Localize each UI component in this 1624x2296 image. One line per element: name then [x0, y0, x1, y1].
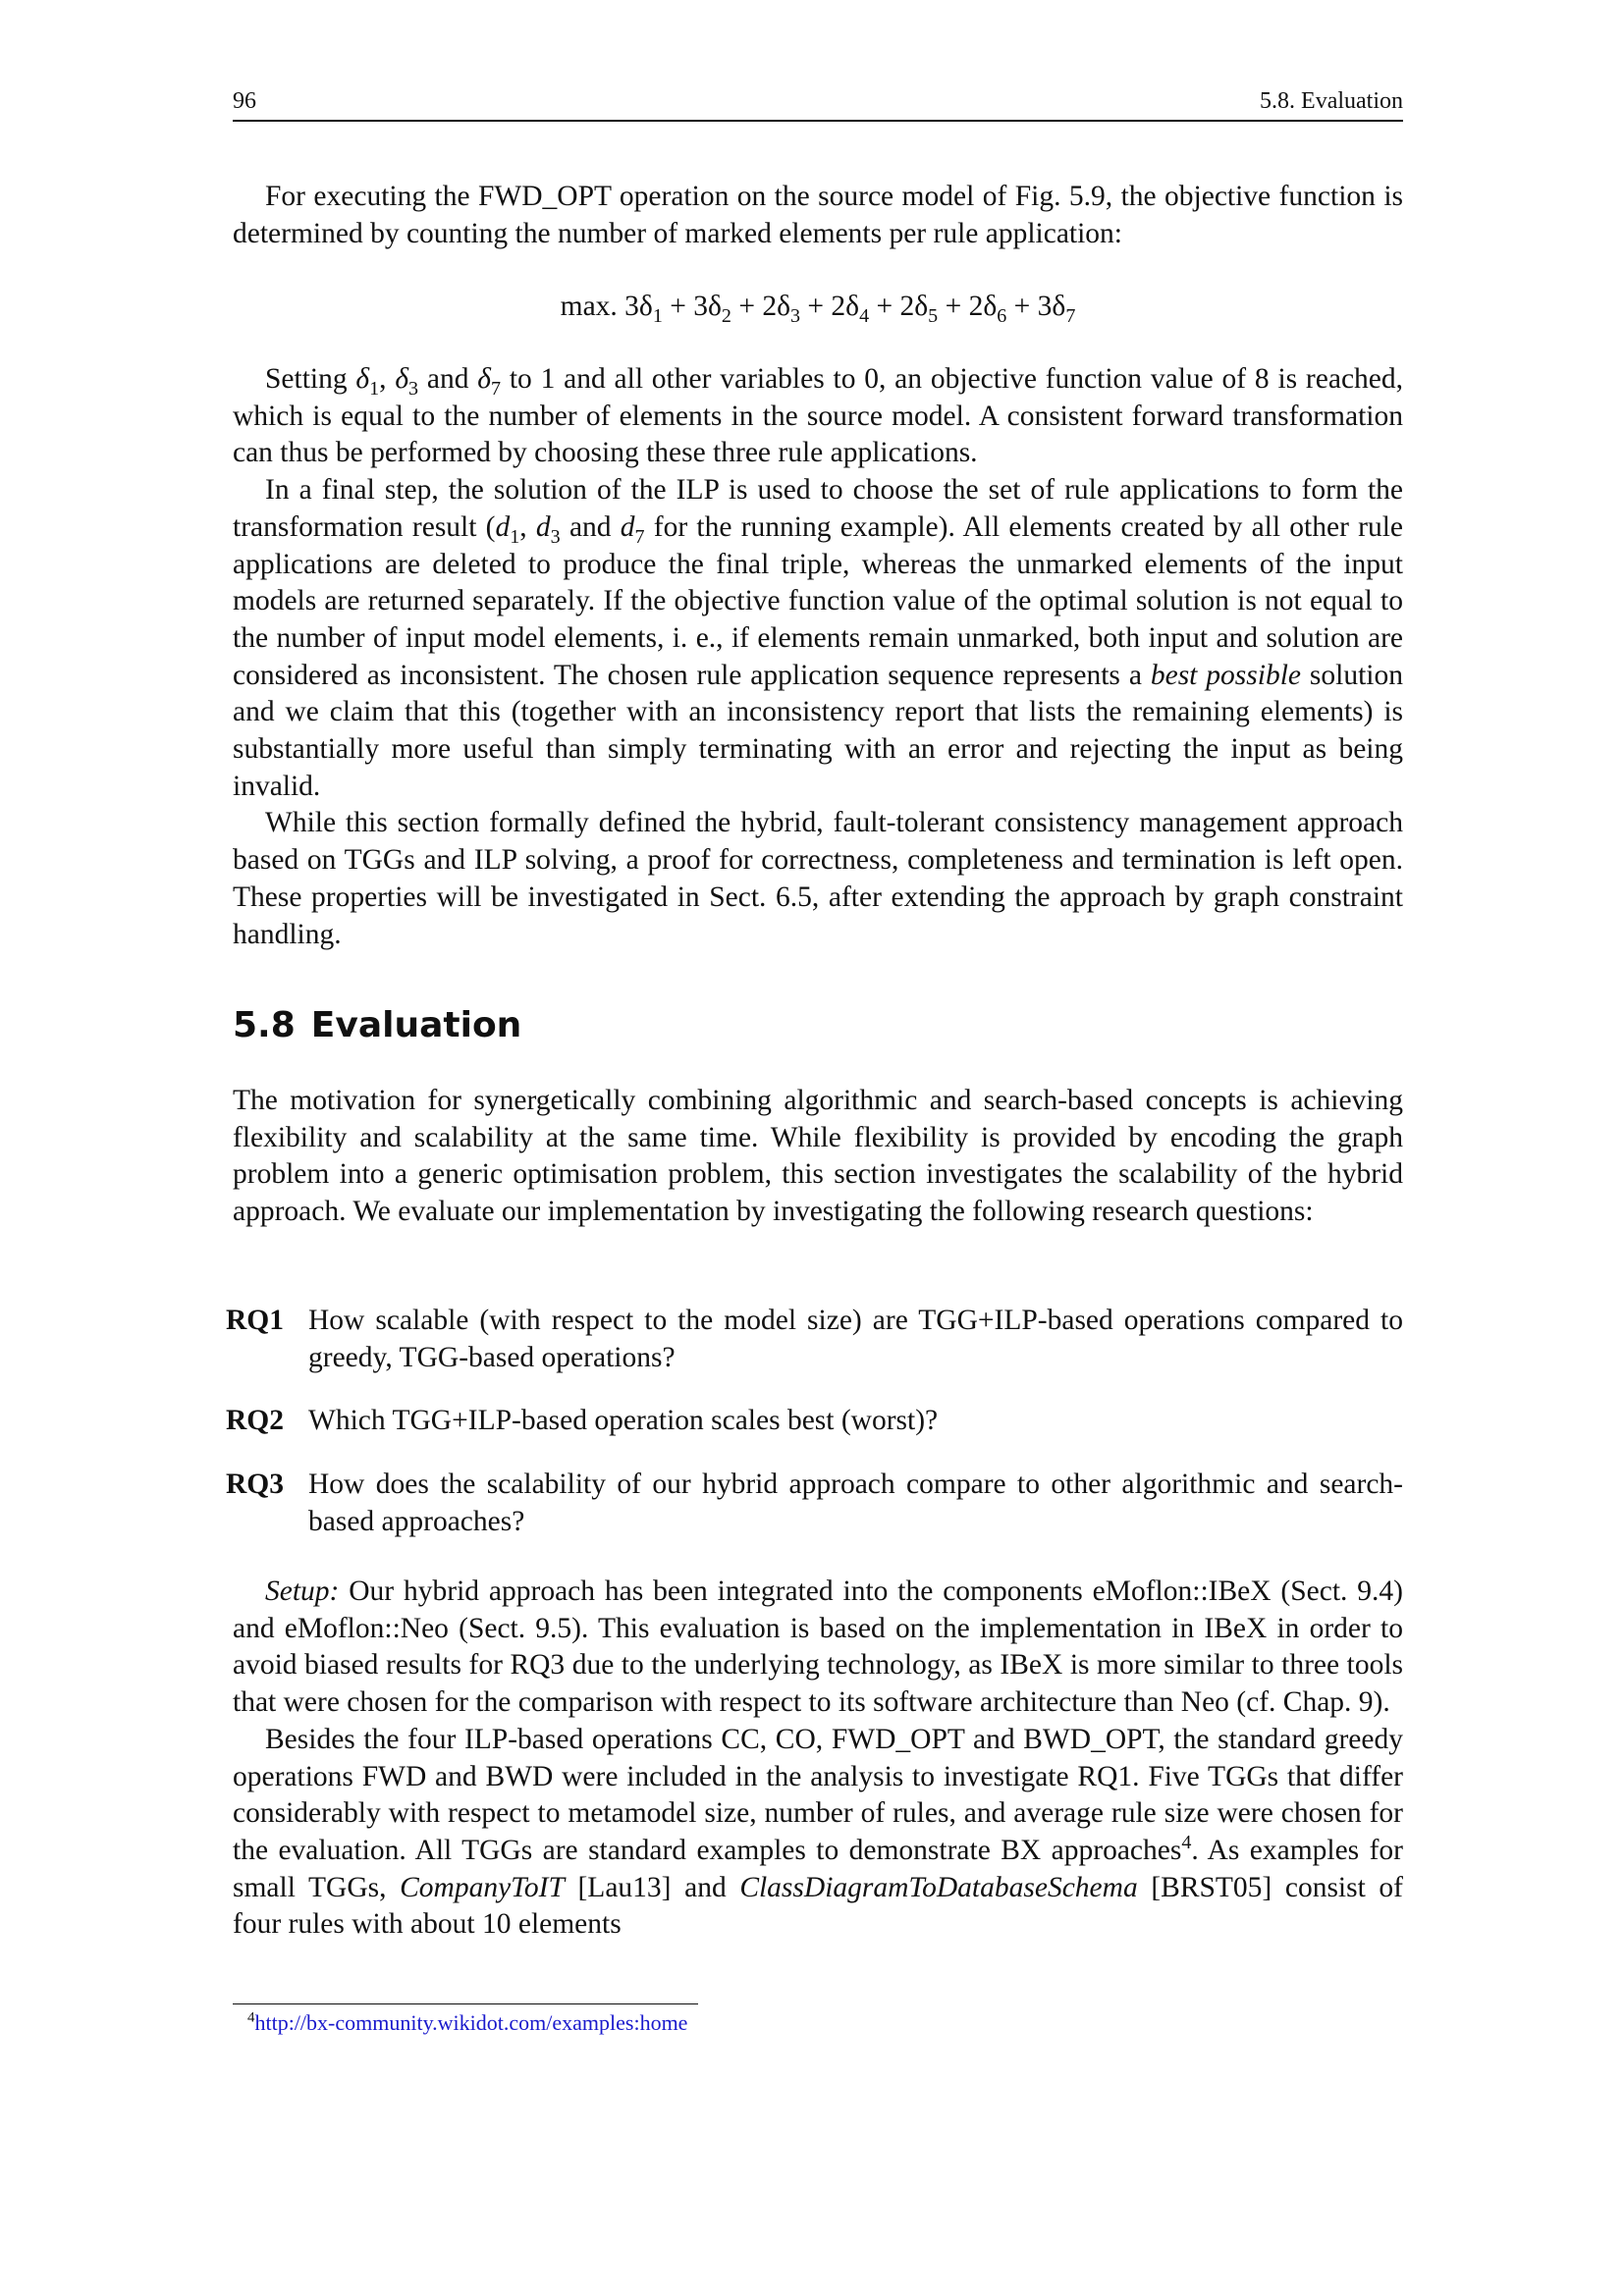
- text-run: [BRST05] consist of four rules with about 10 elements: [233, 1871, 1403, 1941]
- rq-label: RQ3: [226, 1468, 284, 1500]
- subscript: 7: [1065, 304, 1076, 327]
- text-run: solution and we claim that this (together with an inconsistency report that lists the remaining elements) is substantially more useful than simply terminating with an error and rejecting the input as being invalid.: [233, 659, 1403, 802]
- text-run: max. 3δ: [560, 291, 653, 322]
- research-question-1: [226, 1303, 1403, 1376]
- section-title: Evaluation: [310, 1005, 522, 1045]
- text-run: [Lau13] and: [564, 1871, 740, 1903]
- italic-text: δ: [355, 363, 370, 395]
- paragraph: [233, 1574, 1403, 1722]
- paragraph: [233, 361, 1403, 472]
- rq-text: How scalable (with respect to the model size) are TGG+ILP-based operations compared to greedy, TGG-based operations?: [308, 1305, 1403, 1373]
- text-run: ,: [379, 363, 396, 395]
- text-run: Our hybrid approach has been integrated into the components eMoflon::IBeX (Sect. 9.4) and eMoflon::Neo (Sect. 9.5). This evaluation is based on the implementation in IBeX in order to avoid biased results for RQ3 due to the underlying technology, as IBeX is more similar to three tools that were chosen for the comparison with respect to its software architecture than Neo (cf. Chap. 9).: [233, 1575, 1403, 1719]
- subscript: 1: [369, 377, 380, 400]
- italic-text: Setup:: [265, 1575, 340, 1607]
- rq-label: RQ1: [226, 1305, 284, 1336]
- text-run: + 3δ: [1006, 291, 1066, 322]
- paragraph-block-4: [233, 1574, 1403, 1944]
- text-run: In a final step, the solution of the ILP is used to choose the set of rule applications to form the transformation result (: [233, 474, 1403, 543]
- italic-text: d: [620, 510, 635, 543]
- text-run: The motivation for synergetically combining algorithmic and search-based concepts is achieving flexibility and scalability at the same time. While flexibility is provided by encoding the graph problem into a generic optimisation problem, this section investigates the scalability of the hybrid approach. We evaluate our implementation by investigating the following research questions:: [233, 1085, 1403, 1228]
- paragraph: [233, 472, 1403, 805]
- paragraph: [233, 179, 1403, 252]
- footnote-link[interactable]: http://bx-community.wikidot.com/examples:home: [254, 2010, 688, 2035]
- text-run: + 2δ: [938, 291, 998, 322]
- paragraph: [233, 805, 1403, 953]
- subscript: 2: [721, 304, 731, 327]
- paragraph: [233, 1083, 1403, 1231]
- subscript: 7: [634, 525, 645, 548]
- subscript: 3: [790, 304, 801, 327]
- running-header: [233, 88, 1403, 115]
- italic-text: d: [495, 510, 511, 543]
- subscript: 1: [510, 525, 520, 548]
- italic-text: ClassDiagramToDatabaseSchema: [739, 1871, 1138, 1903]
- footnote: [247, 2010, 687, 2036]
- italic-text: CompanyToIT: [400, 1871, 565, 1903]
- text-run: While this section formally defined the hybrid, fault-tolerant consistency management approach based on TGGs and ILP solving, a proof for correctness, completeness and termination is left open. These properties will be investigated in Sect. 6.5, after extending the approach by graph constraint handling.: [233, 807, 1403, 950]
- text-run: Besides the four ILP-based operations CC, CO, FWD_OPT and BWD_OPT, the standard greedy operations FWD and BWD were included in the analysis to investigate RQ1. Five TGGs that differ considerably with respect to metamodel size, number of rules, and average rule size were chosen for the evaluation. All TGGs are standard examples to demonstrate BX approaches: [233, 1723, 1403, 1866]
- objective-equation: [233, 291, 1403, 327]
- subscript: 4: [859, 304, 870, 327]
- subscript: 7: [491, 377, 502, 400]
- rq-text: Which TGG+ILP-based operation scales best (worst)?: [308, 1405, 939, 1436]
- rq-text: How does the scalability of our hybrid approach compare to other algorithmic and search-based approaches?: [308, 1468, 1403, 1537]
- italic-text: δ: [395, 363, 409, 395]
- text-run: and: [560, 510, 621, 543]
- footnote-mark: 4: [247, 2009, 255, 2026]
- text-run: For executing the FWD_OPT operation on the source model of Fig. 5.9, the objective function is determined by counting the number of marked elements per rule application:: [233, 181, 1403, 249]
- superscript: 4: [1181, 1832, 1192, 1854]
- text-run: + 2δ: [800, 291, 860, 322]
- paragraph-block-2: [233, 361, 1403, 953]
- subscript: 1: [652, 304, 663, 327]
- research-question-3: [226, 1467, 1403, 1540]
- text-run: Setting: [265, 363, 356, 395]
- text-run: ,: [519, 510, 536, 543]
- italic-text: δ: [477, 363, 491, 395]
- research-question-2: [226, 1403, 1403, 1440]
- text-run: for the running example). All elements created by all other rule applications are deleted to produce the final triple, whereas the unmarked elements of the input models are returned separately. If the objective function value of the optimal solution is not equal to the number of input model elements, i. e., if elements remain unmarked, both input and solution are considered as inconsistent. The chosen rule application sequence represents a: [233, 510, 1404, 691]
- paragraph-block-3: [233, 1083, 1403, 1231]
- text-run: + 2δ: [731, 291, 790, 322]
- page-number: 96: [233, 88, 256, 114]
- subscript: 3: [550, 525, 561, 548]
- section-number: 5.8: [233, 1005, 296, 1045]
- text-run: to 1 and all other variables to 0, an objective function value of 8 is reached, which is equal to the number of elements in the source model. A consistent forward transformation can thus be performed by choosing these three rule applications.: [233, 363, 1404, 469]
- section-heading: [233, 1005, 521, 1045]
- text-run: + 2δ: [869, 291, 929, 322]
- italic-text: best possible: [1150, 659, 1301, 691]
- subscript: 6: [997, 304, 1007, 327]
- text-run: and: [418, 363, 478, 395]
- rq-label: RQ2: [226, 1405, 284, 1436]
- paragraph: [233, 1722, 1403, 1944]
- header-rule: [233, 120, 1403, 122]
- running-section-title: 5.8. Evaluation: [1260, 88, 1403, 114]
- text-run: + 3δ: [662, 291, 722, 322]
- subscript: 5: [928, 304, 939, 327]
- paragraph-block-1: [233, 179, 1403, 252]
- subscript: 3: [408, 377, 419, 400]
- italic-text: d: [535, 510, 551, 543]
- text-run: . As examples for small TGGs,: [233, 1834, 1403, 1903]
- footnote-rule: [233, 2003, 698, 2004]
